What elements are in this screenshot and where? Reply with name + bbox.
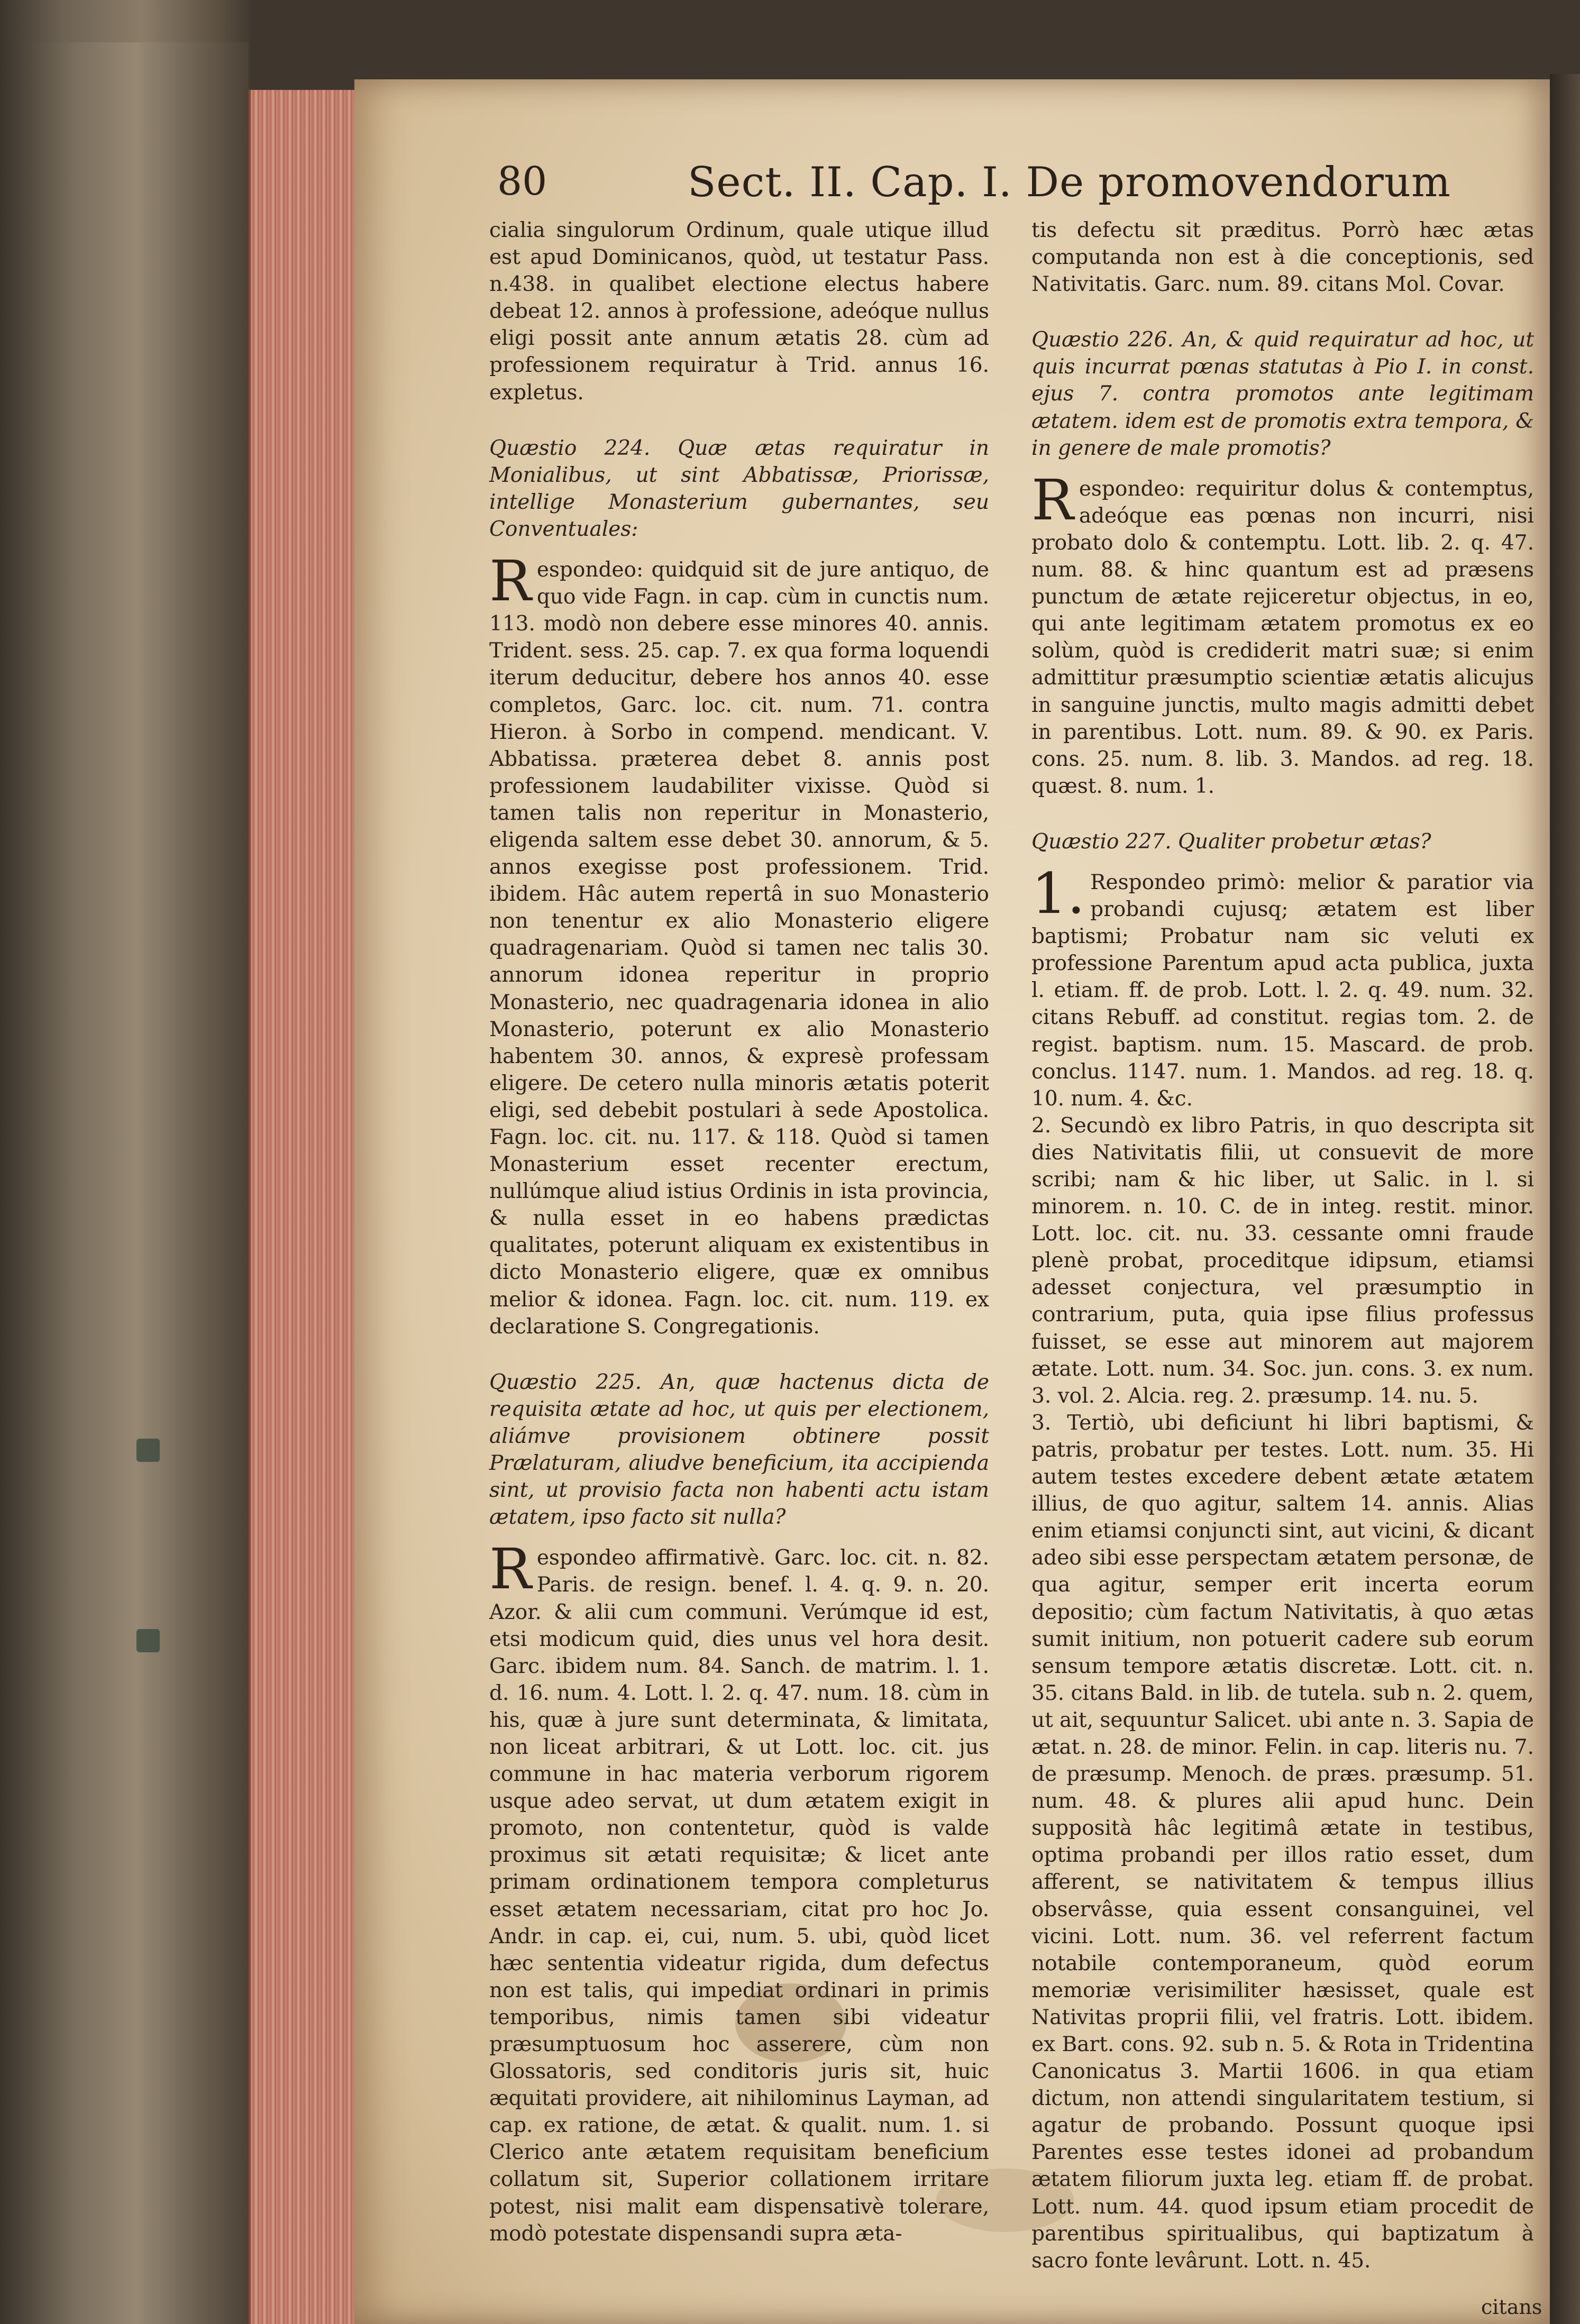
binding-clasp [136, 1629, 160, 1652]
answer-paragraph: 1.Respondeo primò: melior & paratior via probandi cujusq; ætatem est liber baptismi; Probatur nam sic veluti ex professione Parentum apud acta publica, juxta l. etiam. ff. de prob. Lott. l. 2. q. 49. num. 32. citans Rebuff. ad constitut. regias tom. 2. de regist. baptism. num. 15. Mascard. de prob. conclus. 1147. num. 1. Mandos. ad reg. 18. q. 10. num. 4. &c. [1031, 861, 1534, 1111]
page-header [497, 159, 1523, 222]
catchword: citans [1481, 2295, 1542, 2319]
answer-paragraph: Respondeo: requiritur dolus & contemptus, adeóque eas pœnas non incurri, nisi probato dolo & contemptu. Lott. lib. 2. q. 47. num. 88. & hinc quantum est ad præsens punctum de ætate rejiceretur objectus, in eo, qui ante legitimam ætatem promotus ex eo solùm, quòd is crediderit matri suæ; si enim admittitur præsumptio scientiæ ætatis alicujus in sanguine junctis, multo magis admitti debet in parentibus. Lott. num. 89. & 90. ex Paris. cons. 25. num. 8. lib. 3. Mandos. ad reg. 18. quæst. 8. num. 1. [1031, 467, 1534, 798]
answer-paragraph: Respondeo: quidquid sit de jure antiquo, de quo vide Fagn. in cap. cùm in cunctis num. 113. modò non debere esse minores 40. annis. Trident. sess. 25. cap. 7. ex qua forma loquendi iterum deducitur, debere hos annos 40. esse completos, Garc. loc. cit. num. 71. contra Hieron. à Sorbo in compend. mendicant. V. Abbatissa. præterea debet 8. annis post professionem laudabiliter vixisse. Quòd si tamen talis non reperitur in Monasterio, eligenda saltem esse debet 30. annorum, & 5. annos exegisse post professionem. Trid. ibidem. Hâc autem repertâ in suo Monasterio non tenentur ex alio Monasterio eligere quadragenariam. Quòd si tamen nec talis 30. annorum idonea reperitur in proprio Monasterio, nec quadragenaria idonea in alio Monasterio, poterunt ex alio Monasterio habentem 30. annos, & expresè professam eligere. De cetero nulla minoris ætatis poterit eligi, sed debebit postulari à sede Apostolica. Fagn. loc. cit. nu. 117. & 118. Quòd si tamen Monasterium esset recenter erectum, nullúmque aliud istius Ordinis in ista provincia, & nulla esset in eo habens prædictas qualitates, poterunt aliquam ex existentibus in dicto Monasterio eligere, quæ ex omnibus melior & idonea. Fagn. loc. cit. num. 119. ex declaratione S. Congregationis. [489, 548, 989, 1339]
text-paragraph: cialia singulorum Ordinum, quale utique illud est apud Dominicanos, quòd, ut testatur Pass. n.438. in qualibet electione electus habere debeat 12. annos à professione, adeóque nullus eligi possit ante annum ætatis 28. cùm ad professionem requiratur à Trid. annus 16. expletus. [489, 218, 989, 405]
binding-clasp [136, 1439, 160, 1462]
question-heading: Quæstio 225. An, quæ hactenus dicta de requisita ætate ad hoc, ut quis per electionem, aliámve provisionem obtinere possit Prælaturam, aliudve beneficium, ita accipienda sint, ut provisio facta non habenti actu istam ætatem, ipso facto sit nulla? [489, 1370, 989, 1530]
left-text-column [489, 217, 989, 2247]
book-cover-edge [0, 42, 249, 2324]
text-paragraph: 2. Secundò ex libro Patris, in quo descripta sit dies Nativitatis filii, ut consuevit de more scribi; nam & hic liber, ut Salic. in l. si minorem. n. 10. C. de in integ. restit. minor. Lott. loc. cit. nu. 33. cessante omni fraude plenè probat, proceditque idipsum, etiamsi adesset conjectura, vel præsumptio in contrarium, puta, quia ipse filius professus fuisset, se esse aut minorem aut majorem ætate. Lott. num. 34. Soc. jun. cons. 3. ex num. 3. vol. 2. Alcia. reg. 2. præsump. 14. nu. 5. [1031, 1113, 1534, 1408]
text-paragraph: 3. Tertiò, ubi deficiunt hi libri baptismi, & patris, probatur per testes. Lott. num. 35. Hi autem testes excedere debent ætate ætatem illius, de quo agitur, saltem 14. annis. Alias enim etiamsi conjuncti sint, aut vicini, & dicant adeo sibi esse perspectam ætatem personæ, de qua agitur, semper erit incerta eorum depositio; cùm factum Nativitatis, à quo ætas sumit initium, non potuerit cadere sub eorum sensum tempore ætatis discretæ. Lott. cit. n. 35. citans Bald. in lib. de tutela. sub n. 2. quem, ut ait, sequuntur Salicet. ubi ante n. 3. Sapia de ætat. n. 28. de minor. Felin. in cap. literis nu. 7. de præsump. Menoch. de præs. præsump. 51. num. 48. & plures alii apud hunc. Dein supposità hâc legitimâ ætate in testibus, optima probandi per illos ratio esset, dum afferent, se nativitatem & tempus illius observâsse, quia essent consanguinei, vel vicini. Lott. num. 36. vel referrent factum notabile contemporaneum, quòd eorum memoriæ verisimiliter hæsisset, quale est Nativitas proprii filii, vel fratris. Lott. ibidem. ex Bart. cons. 92. sub n. 5. & Rota in Tridentina Canonicatus 3. Martii 1606. in qua etiam dictum, non attendi singularitatem testium, si agatur de probando. Possunt quoque ipsi Parentes esse testes idonei ad probandum ætatem filiorum juxta leg. etiam ff. de probat. Lott. num. 44. quod ipsum etiam procedit de parentibus spiritualibus, qui baptizatum à sacro fonte levârunt. Lott. n. 45. [1031, 1411, 1535, 2273]
page-edges [249, 90, 357, 2324]
text-paragraph: tis defectu sit præditus. Porrò hæc ætas computanda non est à die conceptionis, sed Nativitatis. Garc. num. 89. citans Mol. Covar. [1031, 218, 1534, 297]
question-heading: Quæstio 226. An, & quid requiratur ad hoc, ut quis incurrat pœnas statutas à Pio I. in const. ejus 7. contra promotos ante legitimam ætatem. idem est de promotis extra tempora, & in genere de male promotis? [1031, 328, 1534, 460]
answer-paragraph: Respondeo affirmativè. Garc. loc. cit. n. 82. Paris. de resign. benef. l. 4. q. 9. n. 20. Azor. & alii cum communi. Verúmque id est, etsi modicum quid, dies unus vel hora desit. Garc. ibidem num. 84. Sanch. de matrim. l. 1. d. 16. num. 4. Lott. l. 2. q. 47. num. 18. cùm in his, quæ à jure sunt determinata, & limitata, non liceat arbitrari, & ut Lott. loc. cit. jus commune in hac materia verborum rigorem usque adeo servat, ut dum ætatem exigit in promoto, non contentetur, quòd is valde proximus sit ætati requisitæ; & licet ante primam ordinationem tempora completurus esset ætatem necessariam, citat pro hoc Jo. Andr. in cap. ei, cui, num. 5. ubi, quòd licet hæc sententia videatur rigida, dum defectus non est talis, qui impediat ordinari in primis temporibus, nimis tamen sibi videatur præsumptuosum hoc asserere, cùm non Glossatoris, sed conditoris juris sit, huic æquitati providere, ait nihilominus Layman, ad cap. ex ratione, de ætat. & qualit. num. 1. si Clerico ante ætatem requisitam beneficium collatum sit, Superior collationem irritare potest, nisi malit eam dispensativè tolerare, modò potestate dispensandi supra æta- [489, 1536, 989, 2246]
question-heading: Quæstio 224. Quæ ætas requiratur in Monialibus, ut sint Abbatissæ, Priorissæ, intellige Monasterium gubernantes, seu Conventuales: [489, 436, 989, 541]
question-heading: Quæstio 227. Qualiter probetur ætas? [1031, 829, 1431, 854]
right-text-column [1031, 217, 1534, 2274]
running-head: Sect. II. Cap. I. De promovendorum [688, 159, 1451, 206]
facing-page-edge [1550, 74, 1580, 2324]
page-number: 80 [497, 159, 547, 204]
